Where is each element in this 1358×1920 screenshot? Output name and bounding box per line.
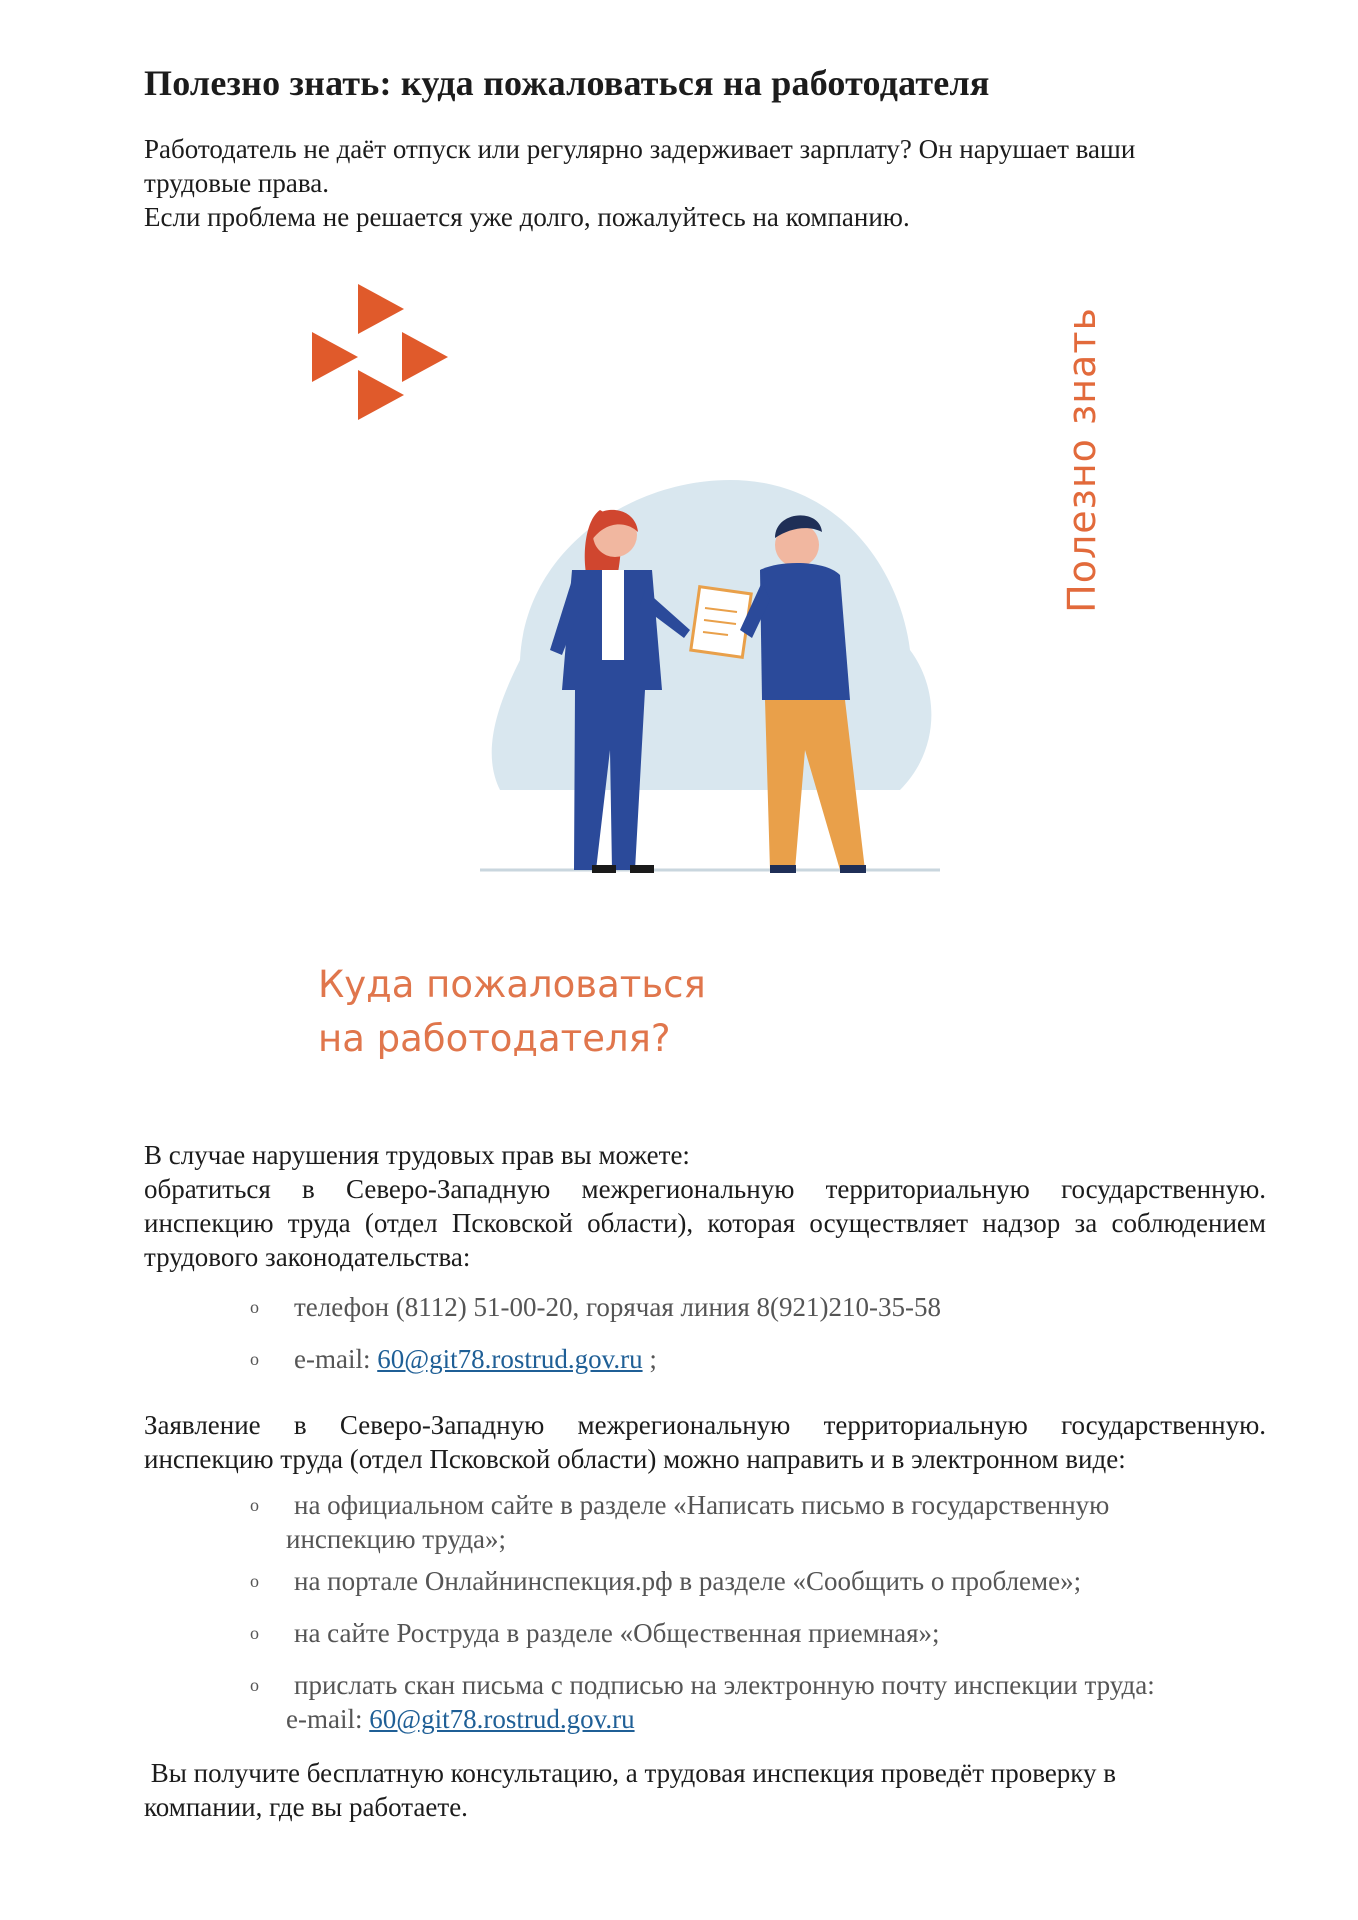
closing-paragraph xyxy=(144,1756,1266,1824)
list-item-line: на портале Онлайнинспекция.рф в разделе «Сообщить о проблеме»; xyxy=(294,1566,1082,1596)
list-bullet: o xyxy=(250,1349,259,1369)
banner-caption-line: на работодателя? xyxy=(318,1017,671,1060)
online-options-list xyxy=(250,1488,1280,1736)
list-item-line: на официальном сайте в разделе «Написать письмо в государственную xyxy=(294,1490,1110,1520)
online-section xyxy=(144,1408,1266,1476)
list-item xyxy=(250,1342,1280,1376)
list-bullet: o xyxy=(250,1675,259,1695)
banner-illustration xyxy=(300,270,1120,1070)
contact-list xyxy=(250,1290,1280,1376)
banner-caption xyxy=(318,958,878,1066)
banner-vertical-text: Полезно знать xyxy=(1060,307,1104,613)
closing-line: Вы получите бесплатную консультацию, а трудовая инспекция проведёт проверку в xyxy=(144,1758,1117,1788)
list-item xyxy=(250,1564,1280,1598)
email-link[interactable]: 60@git78.rostrud.gov.ru xyxy=(377,1344,643,1374)
intro-paragraph xyxy=(144,132,1274,234)
online-text: Заявление в Северо-Западную межрегиональную территориальную государственную. инспекцию труда (отдел Псковской области) можно направить и в электронном виде: xyxy=(144,1410,1266,1474)
list-bullet: o xyxy=(250,1297,259,1317)
email-prefix: e-mail: xyxy=(286,1704,370,1734)
intro-line: Работодатель не даёт отпуск или регулярно задерживает зарплату? Он нарушает ваши xyxy=(144,134,1136,164)
list-bullet: o xyxy=(250,1495,259,1515)
list-bullet: o xyxy=(250,1571,259,1591)
list-item-line: прислать скан письма с подписью на электронную почту инспекции труда: xyxy=(294,1670,1155,1700)
email-prefix: e-mail: xyxy=(294,1344,378,1374)
list-item xyxy=(250,1616,1280,1650)
rights-lead: В случае нарушения трудовых прав вы можете: xyxy=(144,1140,690,1170)
email-suffix: ; xyxy=(642,1344,657,1374)
rights-text: обратиться в Северо-Западную межрегиональную территориальную государственную. инспекцию труда (отдел Псковской области), которая осуществляет надзор за соблюдением трудового законодательства: xyxy=(144,1174,1266,1272)
email-link[interactable]: 60@git78.rostrud.gov.ru xyxy=(369,1704,635,1734)
phone-text: телефон (8112) 51-00-20, горячая линия 8(921)210-35-58 xyxy=(294,1292,941,1322)
list-bullet: o xyxy=(250,1623,259,1643)
clipboard-icon xyxy=(691,587,751,658)
intro-line: Если проблема не решается уже долго, пожалуйтесь на компанию. xyxy=(144,202,910,232)
intro-line: трудовые права. xyxy=(144,168,329,198)
closing-line: компании, где вы работаете. xyxy=(144,1792,468,1822)
list-item xyxy=(250,1668,1280,1736)
banner-graphic xyxy=(300,270,1120,1070)
list-item xyxy=(250,1290,1280,1324)
banner-vertical-label xyxy=(1052,307,1112,613)
rights-section xyxy=(144,1138,1266,1274)
list-item-line: на сайте Роструда в разделе «Общественная приемная»; xyxy=(294,1618,940,1648)
list-item xyxy=(250,1488,1280,1556)
banner-caption-line: Куда пожаловаться xyxy=(318,963,706,1006)
page-title: Полезно знать: куда пожаловаться на работодателя xyxy=(144,63,990,103)
logo-icon xyxy=(312,284,448,420)
list-item-line: инспекцию труда»; xyxy=(286,1524,507,1554)
